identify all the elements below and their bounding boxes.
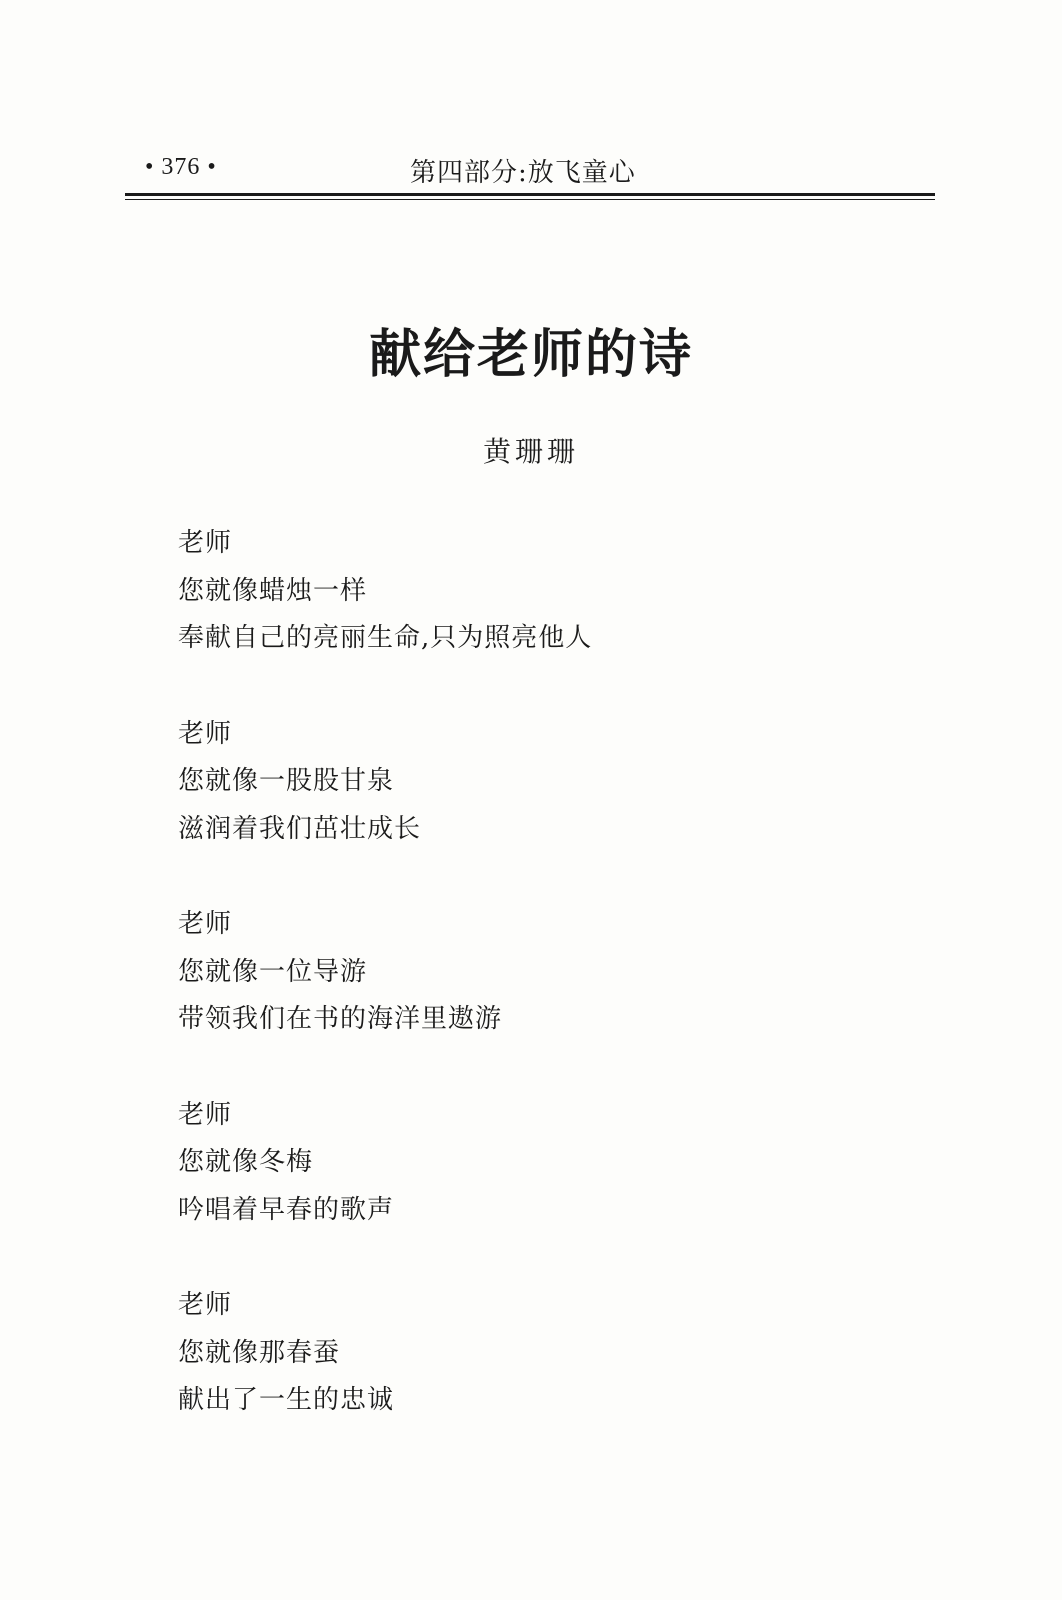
poem-author: 黄珊珊 xyxy=(482,435,579,468)
section-title: 第四部分:放飞童心 xyxy=(410,158,636,188)
stanza xyxy=(178,1092,938,1235)
header-rule-thick xyxy=(125,193,935,196)
poem-line: 献出了一生的忠诚 xyxy=(178,1385,395,1415)
poem-line: 老师 xyxy=(178,1290,233,1320)
poem-line: 老师 xyxy=(178,528,233,558)
stanza xyxy=(178,711,938,854)
page-number: • 376 • xyxy=(145,154,217,180)
running-header xyxy=(125,150,935,190)
poem-line: 您就像蜡烛一样 xyxy=(178,575,368,606)
poem-line: 老师 xyxy=(178,909,233,939)
stanza xyxy=(178,1282,938,1425)
poem-line: 奉献自己的亮丽生命,只为照亮他人 xyxy=(178,623,593,653)
poem-body xyxy=(178,520,938,1473)
poem-line: 老师 xyxy=(178,718,233,749)
poem-line: 您就像冬梅 xyxy=(178,1147,314,1177)
header-rule-thin xyxy=(125,199,935,200)
stanza xyxy=(178,901,938,1044)
poem-line: 您就像那春蚕 xyxy=(178,1337,341,1368)
poem-line: 滋润着我们茁壮成长 xyxy=(178,813,422,844)
poem-line: 您就像一位导游 xyxy=(178,956,368,987)
stanza xyxy=(178,520,938,663)
poem-line: 吟唱着早春的歌声 xyxy=(178,1194,395,1225)
poem-line: 老师 xyxy=(178,1099,233,1130)
poem-title: 献给老师的诗 xyxy=(368,325,693,385)
poem-line: 带领我们在书的海洋里遨游 xyxy=(178,1004,503,1034)
poem-line: 您就像一股股甘泉 xyxy=(178,766,395,796)
